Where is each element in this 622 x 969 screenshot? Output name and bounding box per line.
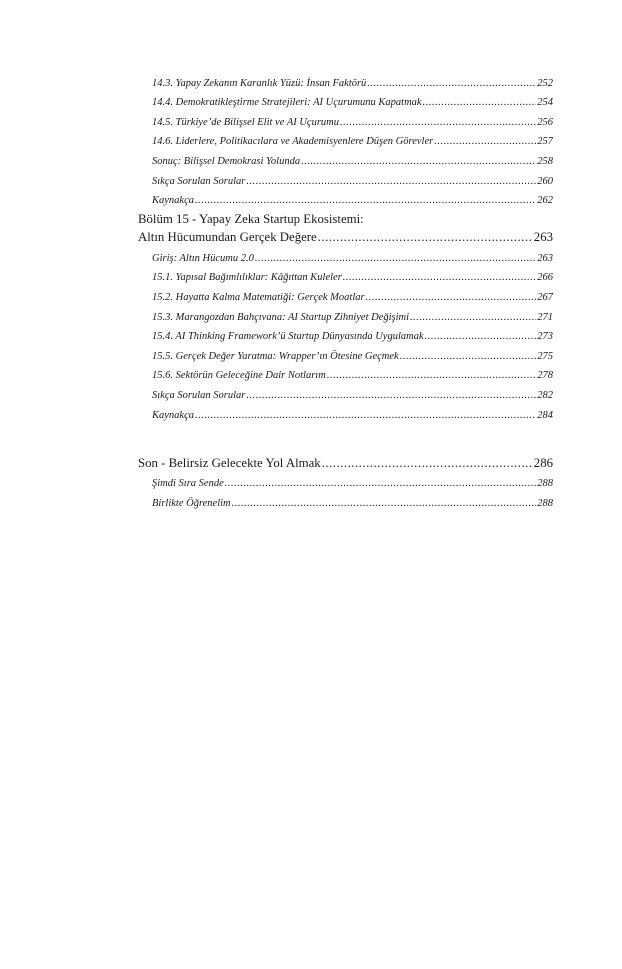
toc-entry[interactable] xyxy=(152,402,553,422)
chapter-heading[interactable] xyxy=(138,453,553,471)
toc-entry-page: 288 xyxy=(537,478,553,490)
leader-dots xyxy=(367,78,536,90)
toc-entry[interactable] xyxy=(152,304,553,324)
chapter-title-line-1[interactable]: Bölüm 15 - Yapay Zeka Startup Ekosistemi: xyxy=(138,212,364,227)
leader-dots xyxy=(232,498,537,510)
toc-entry[interactable] xyxy=(152,148,553,168)
toc-entry-title: Sonuç: Bilişsel Demokrasi Yolunda xyxy=(152,155,301,167)
leader-dots xyxy=(423,97,537,109)
toc-entry-page: 258 xyxy=(537,155,553,167)
toc-entry-page: 273 xyxy=(537,331,553,343)
toc-entry-title: Birlikte Öğrenelim xyxy=(152,497,231,509)
section-spacer xyxy=(138,422,553,453)
toc-entry-title: Giriş: Altın Hücumu 2.0 xyxy=(152,252,254,264)
toc-entry-page: 267 xyxy=(537,291,553,303)
toc-entry-title: Sıkça Sorulan Sorular xyxy=(152,175,246,187)
toc-entry-page: 256 xyxy=(537,116,553,128)
chapter-heading[interactable] xyxy=(138,227,553,245)
toc-entry-title: Kaynakça xyxy=(152,195,194,207)
leader-dots xyxy=(327,370,536,382)
toc-entry[interactable] xyxy=(152,382,553,402)
leader-dots xyxy=(301,156,536,168)
toc-entry[interactable] xyxy=(152,188,553,208)
toc-entry-title: 14.5. Türkiye’de Bilişsel Elit ve AI Uçurumu xyxy=(152,116,340,128)
toc-entry[interactable] xyxy=(152,168,553,188)
leader-dots xyxy=(318,230,533,245)
toc-entry-title: Sıkça Sorulan Sorular xyxy=(152,389,246,401)
toc-entry[interactable] xyxy=(152,90,553,110)
leader-dots xyxy=(425,331,537,343)
chapter-title: Son - Belirsiz Gelecekte Yol Almak xyxy=(138,455,321,470)
toc-entry[interactable] xyxy=(152,129,553,149)
toc-entry-title: 14.4. Demokratikleştirme Stratejileri: AI Uçurumunu Kapatmak xyxy=(152,97,422,109)
toc-entry-page: 271 xyxy=(537,311,553,323)
toc-section-chapter-15 xyxy=(138,212,553,421)
toc-entry-page: 288 xyxy=(537,497,553,509)
leader-dots xyxy=(434,136,536,148)
toc-section-chapter-14 xyxy=(138,70,553,207)
leader-dots xyxy=(246,176,536,188)
toc-section-closing xyxy=(138,453,553,510)
toc-entry[interactable] xyxy=(152,471,553,491)
toc-entry-page: 260 xyxy=(537,175,553,187)
toc-entry[interactable] xyxy=(152,363,553,383)
toc-entry-title: 14.6. Liderlere, Politikacılara ve Akademisyenlere Düşen Görevler xyxy=(152,136,434,148)
toc-entry-page: 257 xyxy=(537,136,553,148)
leader-dots xyxy=(246,390,536,402)
toc-entry-page: 275 xyxy=(537,350,553,362)
toc-entry[interactable] xyxy=(152,324,553,344)
leader-dots xyxy=(322,456,533,471)
leader-dots xyxy=(195,410,536,422)
toc-entry-page: 254 xyxy=(537,97,553,109)
chapter-title-line-2: Altın Hücumundan Gerçek Değere xyxy=(138,230,317,245)
leader-dots xyxy=(340,117,536,129)
toc-entry-title: 15.2. Hayatta Kalma Matematiği: Gerçek Moatlar xyxy=(152,291,365,303)
toc-entry-page: 252 xyxy=(537,77,553,89)
toc-entry-title: 14.3. Yapay Zekanın Karanlık Yüzü: İnsan Faktörü xyxy=(152,77,367,89)
toc-entry[interactable] xyxy=(152,490,553,510)
toc-entry-title: 15.4. AI Thinking Framework’ü Startup Dünyasında Uygulamak xyxy=(152,331,424,343)
toc-entry[interactable] xyxy=(152,343,553,363)
leader-dots xyxy=(366,292,537,304)
toc-entry[interactable] xyxy=(152,265,553,285)
table-of-contents xyxy=(138,70,553,510)
toc-entry-page: 284 xyxy=(537,409,553,421)
toc-entry-page: 278 xyxy=(537,370,553,382)
toc-entry-title: 15.6. Sektörün Geleceğine Dair Notlarım xyxy=(152,370,326,382)
toc-entry[interactable] xyxy=(152,70,553,90)
toc-entry-title: 15.3. Marangozdan Bahçıvana: AI Startup Zihniyet Değişimi xyxy=(152,311,410,323)
toc-entry-title: Şimdi Sıra Sende xyxy=(152,478,224,490)
toc-entry-title: 15.5. Gerçek Değer Yaratma: Wrapper’ın Ötesine Geçmek xyxy=(152,350,399,362)
chapter-page: 263 xyxy=(533,230,553,245)
leader-dots xyxy=(225,478,537,490)
toc-entry[interactable] xyxy=(152,284,553,304)
toc-entry[interactable] xyxy=(152,245,553,265)
toc-entry-page: 282 xyxy=(537,389,553,401)
toc-entry-page: 263 xyxy=(537,252,553,264)
toc-entry[interactable] xyxy=(152,109,553,129)
toc-entry-page: 262 xyxy=(537,195,553,207)
toc-entry-page: 266 xyxy=(537,272,553,284)
toc-entry-title: Kaynakça xyxy=(152,409,194,421)
leader-dots xyxy=(400,351,537,363)
leader-dots xyxy=(410,312,536,324)
chapter-page: 286 xyxy=(533,455,553,470)
leader-dots xyxy=(195,195,536,207)
toc-entry-title: 15.1. Yapısal Bağımlılıklar: Kâğıttan Kuleler xyxy=(152,272,342,284)
leader-dots xyxy=(343,272,536,284)
leader-dots xyxy=(255,253,536,265)
